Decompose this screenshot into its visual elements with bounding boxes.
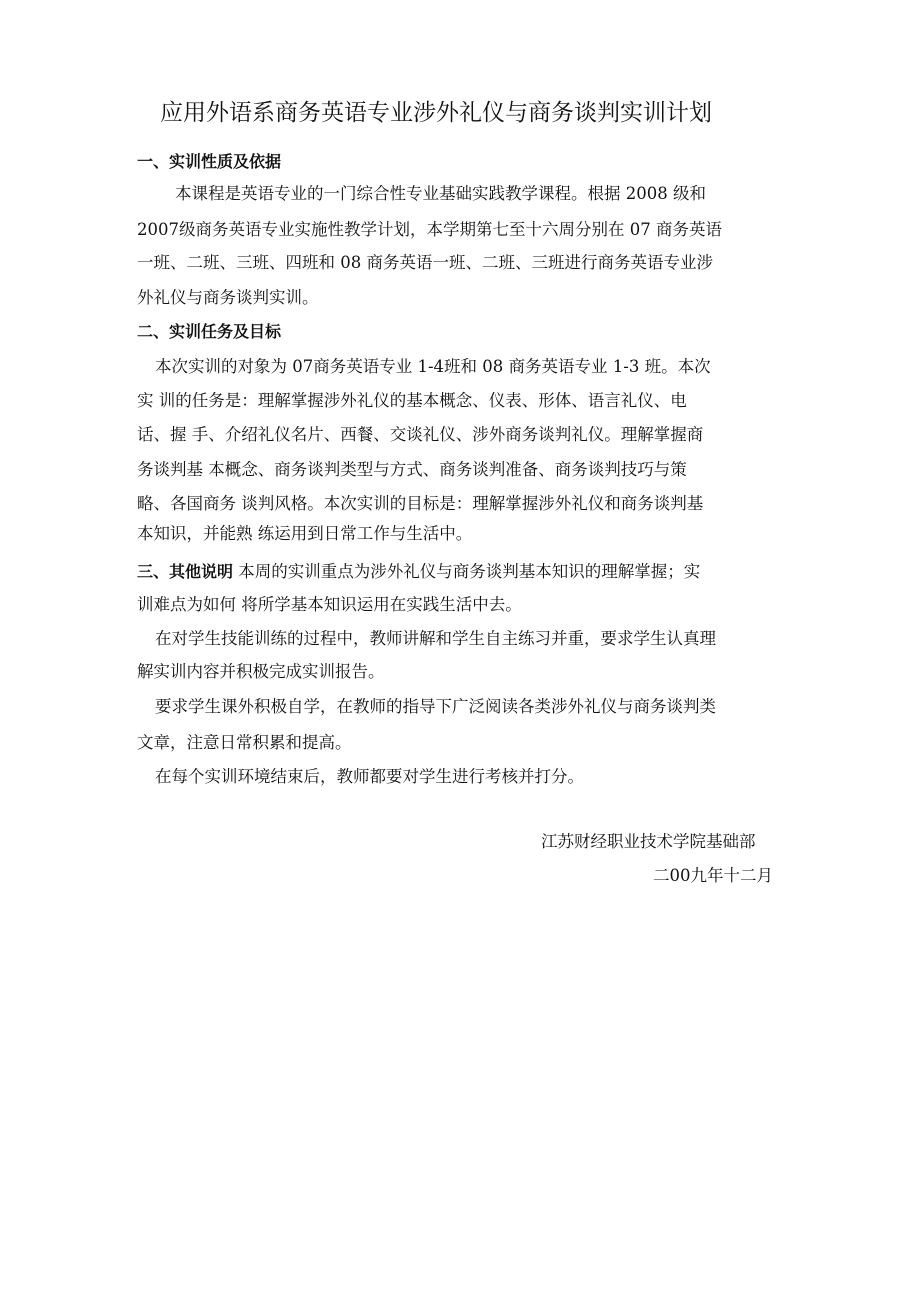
section2-line: 务谈判基 本概念、商务谈判类型与方式、商务谈判准备、商务谈判技巧与策 [137,460,687,479]
section1-line: 2007级商务英语专业实施性教学计划，本学期第七至十六周分别在 07 商务英语 [137,220,722,239]
section3-line: 在对学生技能训练的过程中，教师讲解和学生自主练习并重，要求学生认真理 [155,629,716,648]
section1-line: 一班、二班、三班、四班和 08 商务英语一班、二班、三班进行商务英语专业涉 [137,253,713,272]
signature-organization: 江苏财经职业技术学院基础部 [541,832,756,851]
section1-heading: 一、实训性质及依据 [137,152,282,171]
section1-line: 本课程是英语专业的一门综合性专业基础实践教学课程。根据 2008 级和 [175,184,706,203]
section3-first-line [137,560,700,584]
section2-heading: 二、实训任务及目标 [137,322,282,341]
section1-line: 外礼仪与商务谈判实训。 [137,288,319,307]
section3-line: 训难点为如何 将所学基本知识运用在实践生活中去。 [137,595,522,614]
section3-heading: 三、其他说明 [137,562,234,581]
signature-date: 二00九年十二月 [653,866,773,885]
section2-line: 略、各国商务 谈判风格。本次实训的目标是：理解掌握涉外礼仪和商务谈判基 [137,494,704,513]
document-title: 应用外语系商务英语专业涉外礼仪与商务谈判实训计划 [160,100,712,126]
section3-line: 文章，注意日常积累和提高。 [137,733,352,752]
section2-line: 实 训的任务是：理解掌握涉外礼仪的基本概念、仪表、形体、语言礼仪、电 [137,391,687,410]
section3-line: 解实训内容并积极完成实训报告。 [137,662,385,681]
section2-line: 本次实训的对象为 07商务英语专业 1-4班和 08 商务英语专业 1-3 班。本次 [155,357,711,376]
section3-line: 要求学生课外积极自学，在教师的指导下广泛阅读各类涉外礼仪与商务谈判类 [155,697,716,716]
section3-line: 在每个实训环境结束后，教师都要对学生进行考核并打分。 [155,767,584,786]
section3-line: 本周的实训重点为涉外礼仪与商务谈判基本知识的理解掌握；实 [238,562,701,581]
section2-line: 本知识，并能熟 练运用到日常工作与生活中。 [137,524,473,543]
section2-line: 话、握 手、介绍礼仪名片、西餐、交谈礼仪、涉外商务谈判礼仪。理解掌握商 [137,425,704,444]
